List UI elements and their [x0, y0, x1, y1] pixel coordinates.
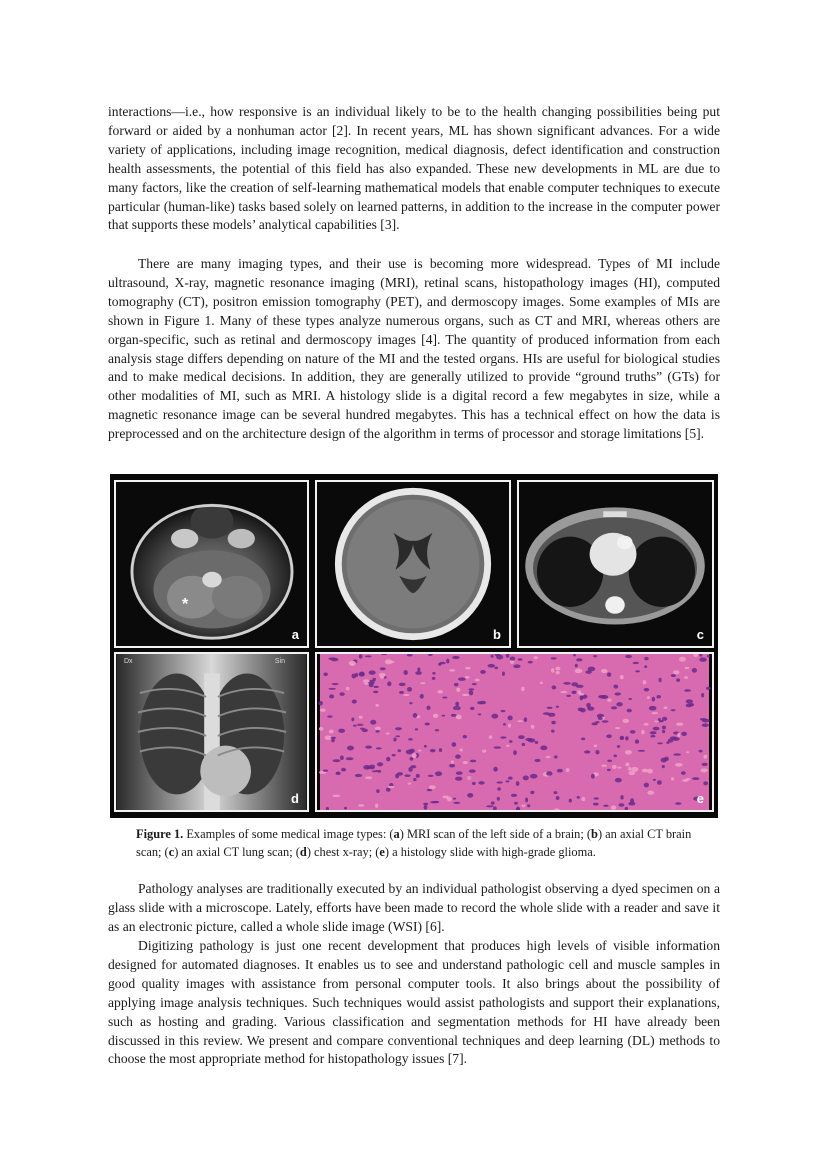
figure-caption-title: Figure 1. — [136, 827, 184, 841]
caption-text-3: ) an axial CT brain scan; ( — [136, 827, 692, 859]
figure-panel-d-chest-xray — [114, 652, 309, 812]
caption-ref-e: e — [379, 844, 385, 859]
histology-image — [317, 654, 712, 810]
caption-ref-a: a — [393, 827, 400, 841]
caption-text-5: ) chest x-ray; ( — [306, 844, 380, 859]
xray-marker-sin: Sin — [274, 658, 285, 665]
ct-brain-image — [317, 482, 509, 646]
mri-lesion-marker: * — [182, 596, 189, 613]
figure-panel-a-mri — [114, 480, 309, 648]
figure-caption — [136, 826, 716, 861]
panel-label-d: d — [291, 791, 299, 806]
panel-label-e: e — [696, 791, 704, 806]
caption-text-4: ) an axial CT lung scan; ( — [174, 844, 300, 859]
figure-panel-b-ct-brain — [315, 480, 511, 648]
xray-marker-dx: Dx — [124, 658, 133, 665]
body-paragraph-3: Pathology analyses are traditionally executed by an individual pathologist observing a dyed specimen on a glass slide with a microscope. Lately, efforts have been made to record the whole slide with a reader and save it as an electronic picture, called a whole slide image (WSI) [6]. — [108, 881, 720, 934]
panel-label-a: a — [291, 627, 299, 642]
caption-text-2: ) MRI scan of the left side of a brain; ( — [399, 827, 592, 841]
figure-panel-c-ct-lung — [517, 480, 714, 648]
body-paragraph-2: There are many imaging types, and their use is becoming more widespread. Types of MI include ultrasound, X-ray, magnetic resonance imaging (MRI), retinal scans, histopathology images (HI), computed tomography (CT), positron emission tomography (PET), and dermoscopy images. Some examples of MIs are shown in Figure 1. Many of these types analyze numerous organs, such as CT and MRI, whereas others are organ-specific, such as retinal and dermoscopy images [4]. The quantity of produced information from each analysis stage differs depending on nature of the MI and the tested organs. HIs are useful for biological studies and to make medical decisions. In addition, they are generally utilized to provide “ground truths” (GTs) for other modalities of MI, such as MRI. A histology slide is a digital record a few megabytes in size, while a magnetic resonance image can be several hundred megabytes. This has a technical effect on how the data is preprocessed and on the architecture design of the algorithm in terms of processor and storage limitations [5]. — [108, 256, 720, 442]
caption-text-1: Examples of some medical image types: ( — [183, 827, 394, 841]
caption-ref-b: b — [591, 827, 598, 841]
body-paragraph-4: Digitizing pathology is just one recent development that produces high levels of visible information designed for automated diagnoses. It enables us to see and understand pathologic cell and muscle samples in good quality images with assistance from personal computer tools. It also brings about the possibility of applying image analysis techniques. Such techniques would assist pathologists and support their explanations, such as hosting and grading. Various classification and segmentation methods for HI have already been discussed in this review. We present and compare conventional techniques and deep learning (DL) methods to choose the most appropriate method for histopathology issues [7]. — [108, 938, 720, 1067]
ct-lung-image — [519, 482, 712, 646]
caption-text-6: ) a histology slide with high-grade glioma. — [384, 844, 596, 859]
caption-ref-d: d — [299, 844, 307, 859]
chest-xray-image — [116, 654, 307, 810]
figure-1 — [110, 474, 718, 818]
caption-ref-c: c — [168, 844, 175, 859]
panel-label-c: c — [696, 627, 704, 642]
panel-label-b: b — [493, 627, 501, 642]
figure-panel-e-histology — [315, 652, 714, 812]
mri-image — [116, 482, 307, 646]
body-paragraph-1: interactions—i.e., how responsive is an individual likely to be to the health changing possibilities being put forward or aided by a nonhuman actor [2]. In recent years, ML has shown significant advances. For a wide variety of applications, including image recognition, medical diagnosis, defect identification and construction health assessments, the potential of this field has also expanded. These new developments in ML are due to many factors, like the creation of self-learning mathematical models that enable computer techniques to execute particular (human-like) tasks based solely on learned patterns, in addition to the increase in the computer power that supports these models’ analytical capabilities [3]. — [108, 104, 720, 233]
